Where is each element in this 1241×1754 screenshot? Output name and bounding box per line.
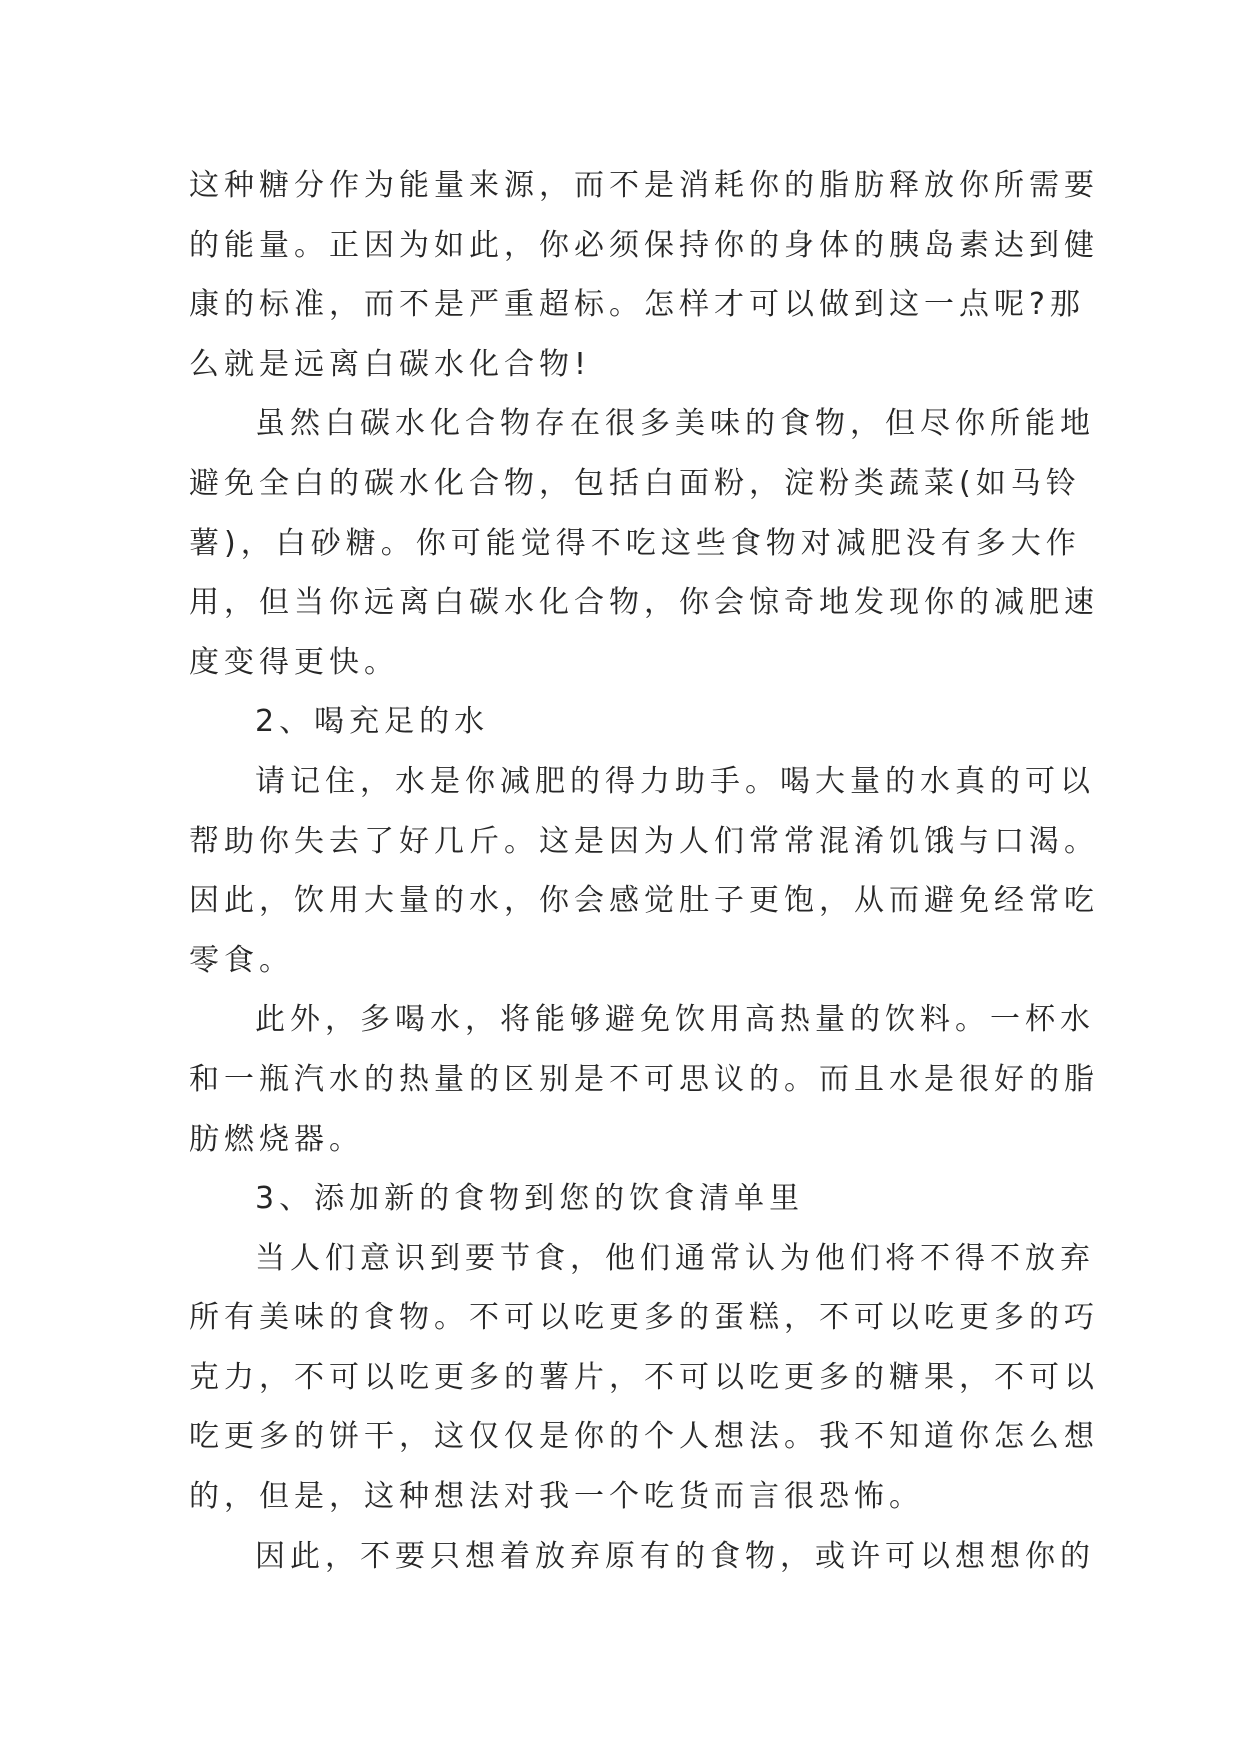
section-heading: 2、喝充足的水: [255, 704, 490, 740]
text-line: 因此，饮用大量的水，你会感觉肚子更饱，从而避免经常吃: [189, 883, 1099, 919]
paragraph-start-line: 此外，多喝水，将能够避免饮用高热量的饮料。一杯水: [255, 1002, 1095, 1038]
paragraph-start-line: 当人们意识到要节食，他们通常认为他们将不得不放弃: [255, 1240, 1095, 1276]
section-heading: 3、添加新的食物到您的饮食清单里: [255, 1181, 805, 1217]
text-line: 和一瓶汽水的热量的区别是不可思议的。而且水是很好的脂: [189, 1061, 1099, 1097]
text-line: 用，但当你远离白碳水化合物，你会惊奇地发现你的减肥速: [189, 585, 1099, 621]
text-line: 这种糖分作为能量来源，而不是消耗你的脂肪释放你所需要: [189, 168, 1099, 203]
text-line: 帮助你失去了好几斤。这是因为人们常常混淆饥饿与口渴。: [189, 823, 1099, 859]
text-line: 零食。: [189, 942, 294, 978]
text-line: 避免全白的碳水化合物，包括白面粉，淀粉类蔬菜(如马铃: [189, 465, 1081, 501]
text-line: 么就是远离白碳水化合物!: [189, 346, 592, 382]
text-line: 肪燃烧器。: [189, 1121, 364, 1157]
text-line: 康的标准，而不是严重超标。怎样才可以做到这一点呢?那: [189, 287, 1085, 323]
paragraph-start-line: 请记住，水是你减肥的得力助手。喝大量的水真的可以: [255, 763, 1095, 799]
body-text: [189, 156, 1099, 1586]
text-line: 吃更多的饼干，这仅仅是你的个人想法。我不知道你怎么想: [189, 1419, 1099, 1455]
text-line: 薯)，白砂糖。你可能觉得不吃这些食物对减肥没有多大作: [189, 525, 1081, 561]
text-line: 度变得更快。: [189, 644, 399, 680]
paragraph-start-line: 虽然白碳水化合物存在很多美味的食物，但尽你所能地: [255, 406, 1095, 442]
text-line: 的能量。正因为如此，你必须保持你的身体的胰岛素达到健: [189, 227, 1099, 263]
paragraph-start-line: 因此，不要只想着放弃原有的食物，或许可以想想你的: [255, 1538, 1095, 1574]
text-line: 克力，不可以吃更多的薯片，不可以吃更多的糖果，不可以: [189, 1359, 1099, 1395]
text-line: 的，但是，这种想法对我一个吃货而言很恐怖。: [189, 1479, 924, 1515]
text-line: 所有美味的食物。不可以吃更多的蛋糕，不可以吃更多的巧: [189, 1300, 1099, 1336]
